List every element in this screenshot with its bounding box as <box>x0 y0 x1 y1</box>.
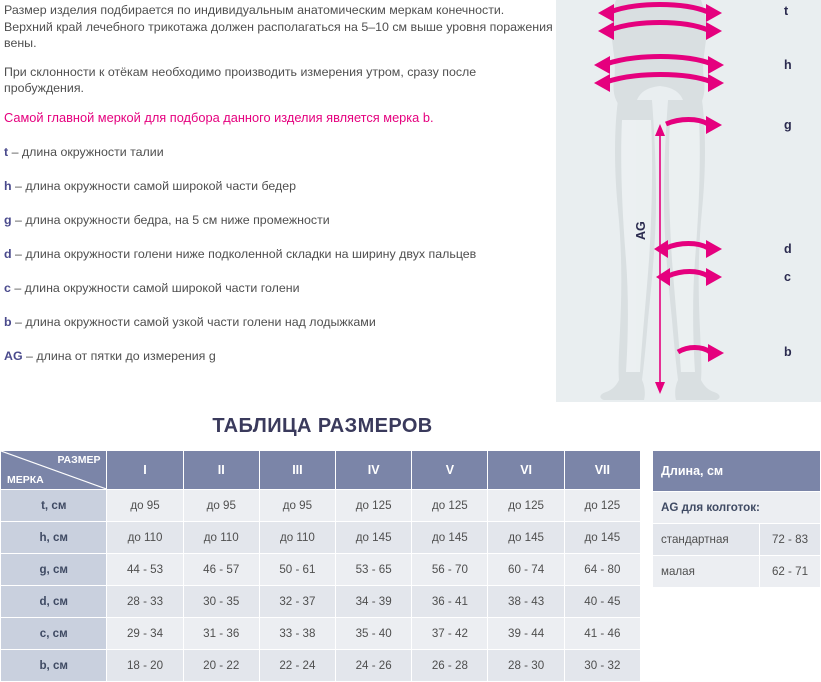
cell-g-6: 60 - 74 <box>488 554 564 586</box>
length-table-header-row <box>653 451 821 492</box>
col-header-1: I <box>107 451 183 490</box>
cell-c-7: 41 - 46 <box>564 618 640 650</box>
cell-g-7: 64 - 80 <box>564 554 640 586</box>
length-row-value-standard: 72 - 83 <box>760 524 821 556</box>
page-title: ТАБЛИЦА РАЗМЕРОВ <box>212 415 433 437</box>
cell-t-4: до 125 <box>336 490 412 522</box>
figure-label-d: d <box>784 242 792 256</box>
table-row <box>653 524 821 556</box>
cell-d-7: 40 - 45 <box>564 586 640 618</box>
legend-text-c: – длина окружности самой широкой части голени <box>10 280 300 295</box>
table-row <box>1 554 641 586</box>
legend-key-d: d <box>4 246 12 261</box>
cell-g-5: 56 - 70 <box>412 554 488 586</box>
length-row-label-small: малая <box>653 556 760 588</box>
cell-h-2: до 110 <box>183 522 259 554</box>
legend-text-ag: – длина от пятки до измерения g <box>22 348 216 363</box>
length-row-value-small: 62 - 71 <box>760 556 821 588</box>
row-label-d: d, см <box>1 586 107 618</box>
figure-label-b: b <box>784 345 792 359</box>
body-figure-svg <box>556 0 821 402</box>
table-row <box>1 490 641 522</box>
description-column <box>4 0 556 382</box>
legend-item-c <box>4 280 556 296</box>
cell-h-6: до 145 <box>488 522 564 554</box>
col-header-3: III <box>259 451 335 490</box>
cell-g-3: 50 - 61 <box>259 554 335 586</box>
corner-label-measure: МЕРКА <box>7 474 44 486</box>
cell-h-5: до 145 <box>412 522 488 554</box>
legend-key-ag: AG <box>4 348 23 363</box>
legend-key-c: c <box>4 280 11 295</box>
cell-t-7: до 125 <box>564 490 640 522</box>
legend-text-d: – длина окружности голени ниже подколенной складки на ширину двух пальцев <box>11 246 477 261</box>
legend-key-h: h <box>4 178 12 193</box>
legend-item-b <box>4 314 556 330</box>
cell-h-4: до 145 <box>336 522 412 554</box>
col-header-2: II <box>183 451 259 490</box>
cell-c-4: 35 - 40 <box>336 618 412 650</box>
row-label-g: g, см <box>1 554 107 586</box>
figure-label-t: t <box>784 4 789 18</box>
highlight-note: Самой главной меркой для подбора данного изделия является мерка b. <box>4 109 434 125</box>
col-header-5: V <box>412 451 488 490</box>
cell-b-6: 28 - 30 <box>488 650 564 682</box>
length-table-subheader: AG для колготок: <box>653 492 821 524</box>
figure-label-g: g <box>784 118 792 132</box>
col-header-6: VI <box>488 451 564 490</box>
row-label-b: b, см <box>1 650 107 682</box>
cell-d-4: 34 - 39 <box>336 586 412 618</box>
cell-d-6: 38 - 43 <box>488 586 564 618</box>
measurement-legend <box>4 144 556 364</box>
cell-c-2: 31 - 36 <box>183 618 259 650</box>
cell-g-1: 44 - 53 <box>107 554 183 586</box>
col-header-4: IV <box>336 451 412 490</box>
legend-key-g: g <box>4 212 12 227</box>
cell-b-1: 18 - 20 <box>107 650 183 682</box>
table-row <box>653 492 821 524</box>
cell-c-6: 39 - 44 <box>488 618 564 650</box>
cell-t-2: до 95 <box>183 490 259 522</box>
cell-b-2: 20 - 22 <box>183 650 259 682</box>
legend-text-t: – длина окружности талии <box>8 144 164 159</box>
measurement-diagram <box>556 0 821 402</box>
legend-key-t: t <box>4 144 9 159</box>
cell-t-6: до 125 <box>488 490 564 522</box>
length-table <box>652 450 821 588</box>
cell-t-5: до 125 <box>412 490 488 522</box>
figure-label-h: h <box>784 58 792 72</box>
legend-item-g <box>4 212 556 228</box>
figure-label-ag: AG <box>634 221 648 240</box>
cell-d-3: 32 - 37 <box>259 586 335 618</box>
figure-label-c: c <box>784 270 791 284</box>
size-table-header-row <box>1 451 641 490</box>
table-row <box>1 522 641 554</box>
cell-c-5: 37 - 42 <box>412 618 488 650</box>
cell-b-7: 30 - 32 <box>564 650 640 682</box>
corner-label-size: РАЗМЕР <box>57 454 101 466</box>
cell-b-3: 22 - 24 <box>259 650 335 682</box>
col-header-7: VII <box>564 451 640 490</box>
size-table <box>0 450 641 682</box>
cell-h-1: до 110 <box>107 522 183 554</box>
table-corner-cell <box>1 451 107 490</box>
table-row <box>1 586 641 618</box>
cell-h-7: до 145 <box>564 522 640 554</box>
legend-item-h <box>4 178 556 194</box>
legend-key-b: b <box>4 314 12 329</box>
table-row <box>1 650 641 682</box>
ag-measure-line <box>655 124 665 394</box>
row-label-c: c, см <box>1 618 107 650</box>
length-table-header: Длина, см <box>653 451 821 492</box>
cell-g-2: 46 - 57 <box>183 554 259 586</box>
cell-c-3: 33 - 38 <box>259 618 335 650</box>
cell-d-5: 36 - 41 <box>412 586 488 618</box>
cell-h-3: до 110 <box>259 522 335 554</box>
cell-t-3: до 95 <box>259 490 335 522</box>
legend-text-h: – длина окружности самой широкой части бедер <box>11 178 297 193</box>
intro-paragraph-2: При склонности к отёкам необходимо производить измерения утром, сразу после пробуждения. <box>4 64 477 96</box>
row-label-h: h, см <box>1 522 107 554</box>
legend-item-d <box>4 246 556 262</box>
cell-b-4: 24 - 26 <box>336 650 412 682</box>
intro-paragraph-1: Размер изделия подбирается по индивидуальным анатомическим меркам конечности. Верхний край лечебного трикотажа должен располагаться на 5–10 см выше уровня поражения вены. <box>4 3 553 51</box>
row-label-t: t, см <box>1 490 107 522</box>
cell-d-2: 30 - 35 <box>183 586 259 618</box>
cell-d-1: 28 - 33 <box>107 586 183 618</box>
cell-c-1: 29 - 34 <box>107 618 183 650</box>
table-row <box>653 556 821 588</box>
legend-item-ag <box>4 348 556 364</box>
length-row-label-standard: стандартная <box>653 524 760 556</box>
legend-text-b: – длина окружности самой узкой части голени над лодыжками <box>11 314 376 329</box>
legend-text-g: – длина окружности бедра, на 5 см ниже промежности <box>11 212 330 227</box>
legend-item-t <box>4 144 556 160</box>
cell-g-4: 53 - 65 <box>336 554 412 586</box>
cell-b-5: 26 - 28 <box>412 650 488 682</box>
cell-t-1: до 95 <box>107 490 183 522</box>
